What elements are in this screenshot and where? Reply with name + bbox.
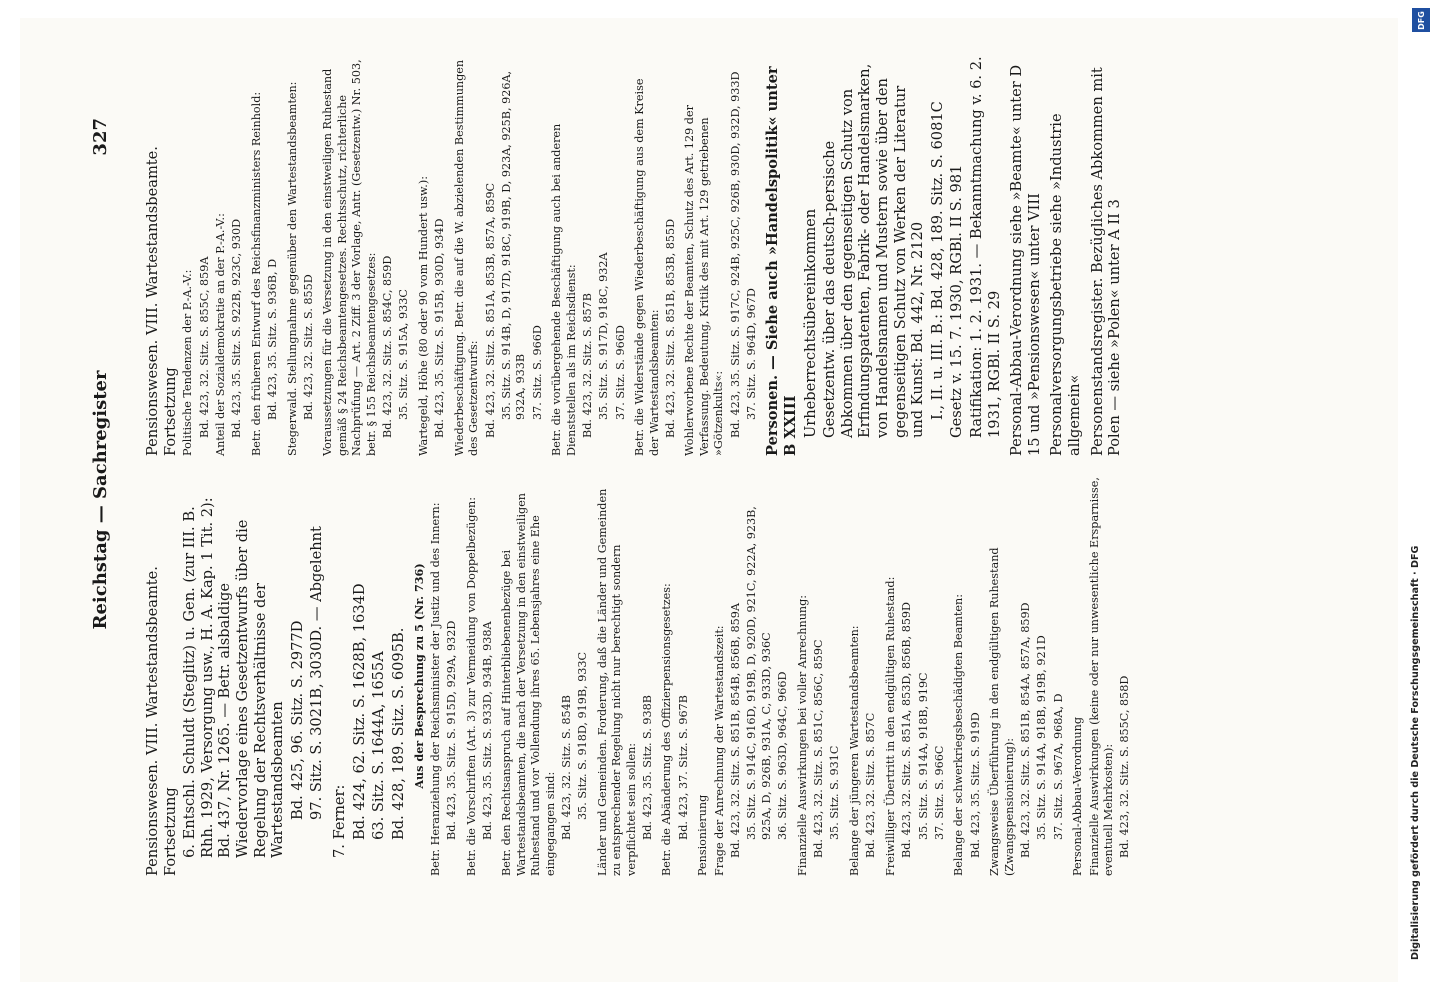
register-entry: Gesetz v. 15. 7. 1930, RGBl. II S. 981 — [948, 164, 966, 438]
register-entry: 37. Sitz. S. 967A, 968A, D — [1051, 693, 1065, 840]
register-entry: I., II. u. III. B.: Bd. 428, 189. Sitz. S. 6081C — [928, 101, 946, 420]
register-entry: Politische Tendenzen der P.-A.-V.: — [181, 269, 195, 456]
register-entry: 37. Sitz. S. 966D — [530, 325, 544, 420]
register-entry: Bd. 423, 32. Sitz. S. 851B, 853B, 855D — [663, 218, 677, 438]
register-entry: Bd. 423, 35. Sitz. S. 917C, 924B, 925C, 926B, 930D, 932D, 933D — [728, 71, 742, 438]
dfg-logo-icon: DFG — [1412, 8, 1430, 32]
register-entry: Pensionswesen. VIII. Wartestandsbeamte. Fortsetzung — [144, 566, 179, 876]
register-entry: Bd. 423, 35. Sitz. S. 933D, 934B, 938A — [480, 621, 494, 840]
register-entry: Personen. — Siehe auch »Handelspolitik« unter B XXIII — [764, 66, 799, 456]
register-entry: Bd. 423, 32. Sitz. S. 851A, 853B, 857A, 859C — [483, 182, 497, 438]
register-entry: Betr. Heranziehung der Reichsminister der Justiz und des Innern: — [428, 502, 442, 876]
register-entry: Betr. den früheren Entwurf des Reichsfinanzministers Reinhold: — [249, 91, 263, 456]
register-entry: 37. Sitz. S. 964D, 967D — [745, 288, 758, 420]
register-entry: Belange der schwerkriegsbeschädigten Beamten: — [952, 594, 966, 876]
register-entry: Gesetzentw. über das deutsch-persische Abkommen über den gegenseitigen Schutz von Erfindungspatenten, Fabrik- oder Handelsmarken, von Handelsnamen und Mustern sowie über den gegenseitigen Schutz von Werken der Literatur und Kunst: Bd. 442, Nr. 2120 — [821, 63, 927, 438]
register-entry: 35. Sitz. S. 918D, 919B, 933C — [576, 651, 590, 820]
register-entry: Betr. die Widerstände gegen Wiederbeschäftigung aus dem Kreise der Wartestandsbeamten: — [633, 78, 661, 456]
register-entry: Stegerwald. Stellungnahme gegenüber den Wartestandsbeamten: — [285, 81, 299, 456]
register-entry: 97. Sitz. S. 3021B, 3030D. — Abgelehnt — [308, 526, 326, 820]
register-entry: 6. Entschl. Schuldt (Steglitz) u. Gen. (zur III. B. Rhh. 1929, Versorgung usw., H. A. Kap. 1 Tit. 2): Bd. 437, Nr. 1265. — Betr. alsbaldige Wiedervorlage eines Gesetzentwurfs über die Regelung der Rechtsverhältnisse der Wartestandsbeamten — [181, 497, 287, 858]
register-entry: Bd. 423, 35. Sitz. S. 938B — [641, 694, 654, 840]
register-entry: Voraussetzungen für die Versetzung in den einstweiligen Ruhestand gemäß § 24 Reichsbeamtengesetzes. Rechtsschutz, richterliche Nachprüfung — Art. 2 Ziff. 3 der Vorlage, Antr. (Gesetzentw.) Nr. 503, betr. § 155 Reichsbeamtengesetzes: — [321, 59, 378, 456]
register-entry: Bd. 423, 35. Sitz. S. 936B, D — [266, 258, 280, 420]
register-entry: Personenstandsregister. Bezügliches Abkommen mit Polen — siehe »Polen« unter A II 3 — [1088, 67, 1124, 456]
right-column — [144, 56, 1126, 456]
register-entry: Bd. 423, 32. Sitz. S. 855C, 858D — [1118, 675, 1132, 858]
register-entry: Frage der Anrechnung der Wartestandszeit: — [712, 625, 726, 876]
register-entry: Wiederbeschäftigung. Betr. die auf die W. abzielenden Bestimmungen des Gesetzentwurfs: — [452, 59, 481, 456]
register-entry: 37. Sitz. S. 966D — [613, 325, 627, 420]
register-entry: Betr. die Vorschriften (Art. 3) zur Vermeidung von Doppelbezügen: — [464, 496, 478, 876]
register-entry: Bd. 423, 32. Sitz. S. 851B, 854A, 857A, 859D — [1018, 602, 1032, 858]
register-entry: Bd. 423, 37. Sitz. S. 967B — [676, 694, 690, 840]
register-entry: 35. Sitz. S. 917D, 918C, 932A — [597, 252, 611, 420]
register-entry: Freiwilliger Übertritt in den endgültigen Ruhestand: — [883, 576, 897, 876]
register-entry: Betr. den Rechtsanspruch auf Hinterbliebenenbezüge bei Wartestandsbeamten, die nach der Versetzung in den einstweiligen Ruhestand und vor Vollendung ihres 65. Lebensjahres eine Ehe eingegangen sind: — [500, 492, 557, 876]
register-entry: Bd. 425, 96. Sitz. S. 2977D — [288, 620, 306, 820]
register-entry: Bd. 423, 32. Sitz. S. 857B — [580, 292, 594, 438]
register-entry: Bd. 423, 32. Sitz. S. 851B, 854B, 856B, 859A — [729, 603, 743, 858]
register-entry: Bd. 423, 32. Sitz. S. 855D — [302, 274, 316, 420]
register-entry: Pensionierung — [696, 794, 710, 876]
digitization-note — [1410, 0, 1428, 1000]
register-entry: Bd. 428, 189. Sitz. S. 6095B. — [389, 627, 407, 840]
register-entry: Betr. die vorübergehende Beschäftigung auch bei anderen Dienststellen als im Reichsdienst: — [550, 123, 578, 456]
register-entry: Bd. 423, 32. Sitz. S. 854B — [559, 694, 573, 840]
register-entry: Bd. 423, 35. Sitz. S. 915D, 929A, 932D — [445, 620, 459, 840]
register-entry: Belange der jüngeren Wartestandsbeamten: — [847, 625, 861, 876]
register-entry: Bd. 423, 32. Sitz. S. 855C, 859A — [197, 256, 211, 438]
register-entry: 36. Sitz. S. 963D, 964C, 966D — [776, 671, 790, 840]
scanned-page — [20, 18, 1398, 982]
register-entry: Aus der Besprechung zu 5 (Nr. 736) — [412, 563, 427, 789]
register-entry: Bd. 423, 35. Sitz. S. 915B, 930D, 934D — [433, 218, 447, 438]
register-entry: Personal-Abbau-Verordnung — [1071, 717, 1085, 876]
register-entry: Finanzielle Auswirkungen bei voller Anrechnung: — [795, 594, 809, 876]
register-entry: Personalversorgungsbetriebe siehe »Industrie allgemein« — [1048, 113, 1083, 456]
rotated-page-content — [20, 18, 1398, 982]
digitization-note-text: Digitalisierung gefördert durch die Deutsche Forschungsgemeinschaft · DFG — [1410, 545, 1421, 960]
register-entry: Bd. 423, 32. Sitz. S. 854C, 859D — [381, 255, 395, 438]
left-column — [144, 476, 1135, 876]
register-entry: Bd. 423, 35. Sitz. S. 919D — [968, 712, 982, 858]
register-entry: Bd. 423, 32. Sitz. S. 857C — [864, 712, 878, 858]
page-number: 327 — [90, 118, 111, 156]
register-entry: 35. Sitz. S. 931C — [828, 745, 842, 840]
register-entry: Wohlerworbene Rechte der Beamten, Schutz des Art. 129 der Verfassung. Bedeutung, Kritik des mit Art. 129 getriebenen »Götzenkults«: — [683, 105, 726, 456]
register-entry: 37. Sitz. S. 966C — [932, 745, 946, 840]
register-entry: 35. Sitz. S. 914A, 918B, 919C — [916, 672, 930, 840]
register-entry: 35. Sitz. S. 914A, 918B, 919B, 921D — [1035, 635, 1049, 840]
running-header — [70, 18, 140, 982]
register-entry: Bd. 423, 32. Sitz. S. 851A, 853D, 856B, 859D — [900, 601, 914, 858]
register-entry: 35. Sitz. S. 914B, D, 917D, 918C, 919B, D, 923A, 925B, 926A, 932A, 933B — [499, 70, 528, 420]
register-entry: 63. Sitz. S. 1644A, 1655A — [370, 651, 388, 840]
register-entry: Bd. 423, 32. Sitz. S. 851C, 856C, 859C — [812, 639, 826, 858]
register-entry: Pensionswesen. VIII. Wartestandsbeamte. Fortsetzung — [144, 146, 179, 456]
register-entry: 7. Ferner: — [330, 784, 348, 858]
register-entry: Anteil der Sozialdemokratie an der P.-A.-V.: — [214, 213, 227, 456]
register-entry: Länder und Gemeinden. Forderung, daß die Länder und Gemeinden zu entsprechender Regelung nicht nur berechtigt sondern verpflichtet sein sollen: — [595, 488, 638, 876]
register-entry: Betr. die Abänderung des Offizierpensionsgesetzes: — [660, 583, 674, 876]
register-entry: Zwangsweise Überführung in den endgültigen Ruhestand (Zwangspensionierung): — [988, 547, 1016, 876]
header-title: Reichstag — Sachregister — [90, 370, 111, 630]
register-entry: Urheberrechtsübereinkommen — [801, 208, 819, 438]
register-entry: Bd. 424, 62. Sitz. S. 1628B, 1634D — [350, 583, 368, 840]
register-entry: Finanzielle Auswirkungen (keine oder nur unwesentliche Ersparnisse, eventuell Mehrkosten): — [1087, 477, 1115, 876]
register-entry: Wartegeld, Höhe (80 oder 90 vom Hundert usw.): — [416, 176, 430, 456]
register-entry: Bd. 423, 35. Sitz. S. 922B, 923C, 930D — [230, 218, 244, 438]
register-entry: Personal-Abbau-Verordnung siehe »Beamte« unter D 15 und »Pensionswesen« unter VIII — [1008, 64, 1043, 456]
register-entry: Ratifikation: 1. 2. 1931. — Bekanntmachung v. 6. 2. 1931, RGBl. II S. 29 — [967, 56, 1003, 438]
register-entry: 35. Sitz. S. 914C, 916D, 919B, D, 920D, 921C, 922A, 923B, 925A, D, 926B, 931A, C, 933D, 936C — [745, 506, 773, 840]
register-entry: 35. Sitz. S. 915A, 933C — [397, 289, 411, 420]
